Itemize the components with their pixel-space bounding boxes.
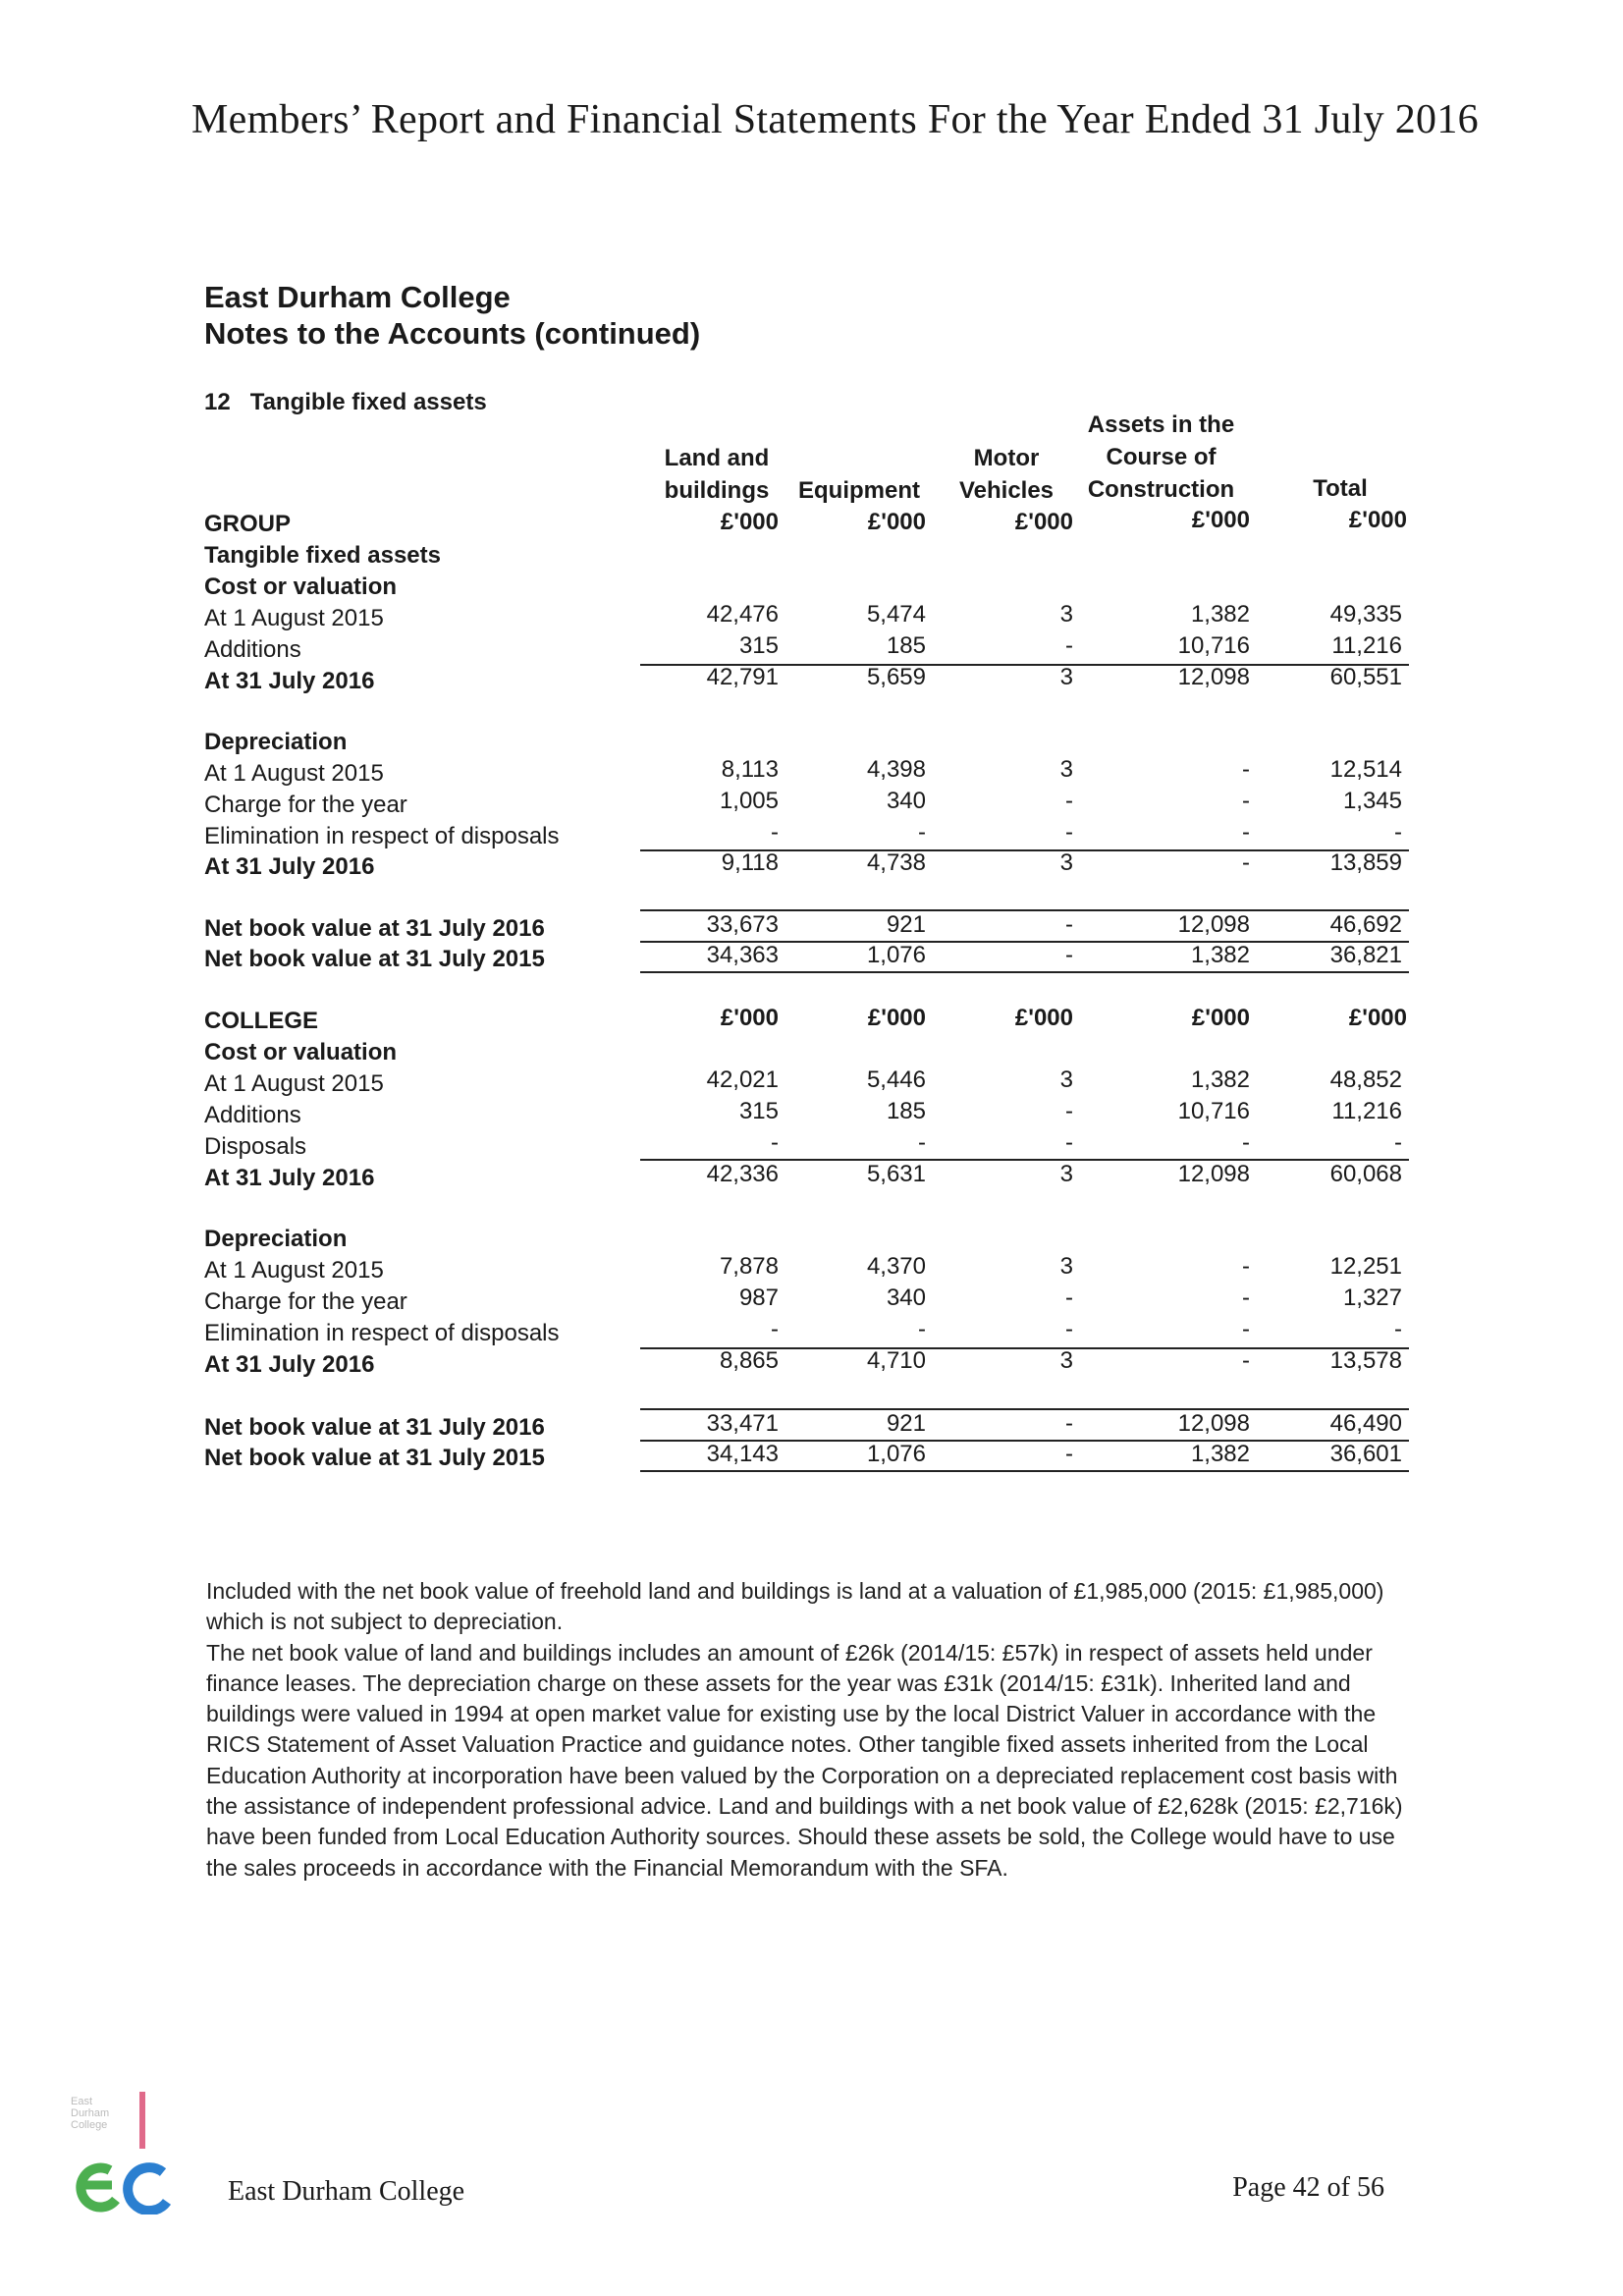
group-heading: GROUP (204, 511, 292, 537)
cell-equipment: 4,370 (866, 1253, 926, 1280)
cell-total: 36,821 (1329, 942, 1402, 968)
rule (640, 1440, 1409, 1442)
cell-motor: 3 (1059, 601, 1073, 628)
group-unit-construction: £'000 (1191, 507, 1250, 533)
note-paragraph: Included with the net book value of freehold land and buildings is land at a valuation of £1,985,000 (2015: £1,985,000) which is not subject to depreciation. (206, 1578, 1384, 1635)
cell-total: - (1394, 1316, 1402, 1342)
cell-land: 34,143 (706, 1441, 779, 1467)
cell-land: 987 (738, 1285, 779, 1311)
cell-land: 8,113 (721, 756, 779, 783)
cell-land: 42,476 (706, 601, 779, 628)
cell-land: 315 (738, 632, 779, 659)
col-construction-line3: Construction (1087, 476, 1235, 503)
cell-construction: - (1242, 756, 1250, 783)
col-total: Total (1313, 475, 1368, 502)
cell-equipment: 4,738 (866, 849, 926, 876)
rule (640, 1470, 1409, 1472)
rule (640, 1408, 1409, 1410)
cell-motor: 3 (1059, 1347, 1073, 1374)
cell-motor: 3 (1059, 664, 1073, 690)
cell-land: - (771, 1129, 779, 1156)
cell-total: 36,601 (1329, 1441, 1402, 1467)
section-title: 12 Tangible fixed assets (204, 389, 487, 415)
cell-equipment: 340 (886, 1285, 926, 1311)
cell-construction: 12,098 (1177, 911, 1250, 938)
row-label: Additions (204, 1102, 301, 1128)
college-unit-total: £'000 (1348, 1005, 1407, 1031)
college-heading: COLLEGE (204, 1008, 319, 1034)
rule (640, 664, 1409, 666)
cell-total: 1,345 (1342, 788, 1402, 814)
cell-equipment: 5,446 (866, 1066, 926, 1093)
cell-total: 13,578 (1329, 1347, 1402, 1374)
col-motor-line2: Vehicles (958, 477, 1055, 504)
cell-equipment: 1,076 (866, 942, 926, 968)
row-label: Net book value at 31 July 2015 (204, 946, 545, 972)
cell-motor: - (1065, 1285, 1073, 1311)
logo-mark-icon (69, 2092, 187, 2214)
cell-land: 7,878 (719, 1253, 779, 1280)
cell-construction: 10,716 (1177, 632, 1250, 659)
row-label: At 31 July 2016 (204, 853, 375, 880)
cell-equipment: - (918, 1316, 926, 1342)
cell-construction: - (1242, 1316, 1250, 1342)
cell-total: 48,852 (1329, 1066, 1402, 1093)
group-depreciation-heading: Depreciation (204, 729, 348, 755)
cell-total: 12,251 (1329, 1253, 1402, 1280)
cell-construction: 12,098 (1177, 1410, 1250, 1437)
row-label: Elimination in respect of disposals (204, 823, 560, 849)
cell-total: 60,551 (1329, 664, 1402, 690)
rule (640, 1347, 1409, 1349)
cell-motor: - (1065, 632, 1073, 659)
cell-equipment: 921 (886, 1410, 926, 1437)
cell-land: 42,791 (706, 664, 779, 690)
cell-equipment: 921 (886, 911, 926, 938)
cell-motor: - (1065, 1129, 1073, 1156)
college-unit-construction: £'000 (1191, 1005, 1250, 1031)
cell-equipment: - (918, 1129, 926, 1156)
rule (640, 971, 1409, 973)
col-construction-line2: Course of (1106, 444, 1217, 470)
cell-total: - (1394, 819, 1402, 846)
cell-construction: 1,382 (1190, 942, 1250, 968)
row-label: Disposals (204, 1133, 307, 1160)
cell-construction: 1,382 (1190, 601, 1250, 628)
row-label: At 1 August 2015 (204, 760, 384, 787)
college-subheading-cost: Cost or valuation (204, 1039, 398, 1066)
cell-total: 13,859 (1329, 849, 1402, 876)
rule (640, 849, 1409, 851)
cell-construction: - (1242, 788, 1250, 814)
cell-motor: 3 (1059, 1161, 1073, 1187)
cell-total: 1,327 (1342, 1285, 1402, 1311)
cell-equipment: 4,398 (866, 756, 926, 783)
group-subheading-tfa: Tangible fixed assets (204, 542, 441, 569)
notes (206, 1576, 1424, 1884)
group-unit-equipment: £'000 (867, 509, 926, 535)
footer-page-number: Page 42 of 56 (1232, 2172, 1384, 2203)
college-unit-land: £'000 (720, 1005, 779, 1031)
cell-land: 9,118 (721, 849, 779, 876)
cell-equipment: 1,076 (866, 1441, 926, 1467)
cell-land: 315 (738, 1098, 779, 1124)
cell-land: 8,865 (719, 1347, 779, 1374)
cell-equipment: 5,474 (866, 601, 926, 628)
cell-total: - (1394, 1129, 1402, 1156)
row-label: At 1 August 2015 (204, 1070, 384, 1097)
cell-motor: - (1065, 1441, 1073, 1467)
rule (640, 1159, 1409, 1161)
row-label: Elimination in respect of disposals (204, 1320, 560, 1346)
col-construction-line1: Assets in the (1087, 411, 1235, 438)
note-paragraph: The net book value of land and buildings includes an amount of £26k (2014/15: £57k) in respect of assets held under finance leases. The depreciation charge on these assets for the year was £31k (2014/15: £31k). Inherited land and buildings were valued in 1994 at open market value for existing use by the local District Valuer in accordance with the RICS Statement of Asset Valuation Practice and guidance notes. Other tangible fixed assets inherited from the Local Education Authority at incorporation have been valued by the Corporation on a depreciated replacement cost basis with the assistance of independent professional advice. Land and buildings with a net book value of £2,628k (2015: £2,716k) have been funded from Local Education Authority sources. Should these assets be sold, the College would have to use the sales proceeds in accordance with the Financial Memorandum with the SFA. (206, 1639, 1403, 1881)
row-label: Net book value at 31 July 2016 (204, 915, 545, 942)
notes-title: Notes to the Accounts (continued) (204, 316, 701, 351)
row-label: Net book value at 31 July 2016 (204, 1414, 545, 1441)
org-name: East Durham College (204, 280, 511, 314)
college-unit-motor: £'000 (1014, 1005, 1073, 1031)
cell-equipment: 4,710 (866, 1347, 926, 1374)
group-unit-total: £'000 (1348, 507, 1407, 533)
cell-total: 60,068 (1329, 1161, 1402, 1187)
cell-motor: 3 (1059, 1066, 1073, 1093)
college-logo (69, 2092, 187, 2214)
rule (640, 941, 1409, 943)
cell-motor: - (1065, 1098, 1073, 1124)
row-label: Additions (204, 636, 301, 663)
cell-construction: 1,382 (1190, 1066, 1250, 1093)
col-motor-line1: Motor (973, 445, 1040, 471)
cell-land: - (771, 1316, 779, 1342)
cell-total: 11,216 (1331, 1098, 1402, 1124)
cell-equipment: 185 (886, 1098, 926, 1124)
cell-construction: 12,098 (1177, 1161, 1250, 1187)
cell-construction: - (1242, 1347, 1250, 1374)
cell-construction: - (1242, 1253, 1250, 1280)
col-land-line2: buildings (664, 477, 770, 504)
cell-construction: - (1242, 1285, 1250, 1311)
college-depreciation-heading: Depreciation (204, 1226, 348, 1252)
cell-construction: - (1242, 819, 1250, 846)
cell-motor: - (1065, 1410, 1073, 1437)
row-label: At 1 August 2015 (204, 1257, 384, 1284)
cell-total: 46,692 (1329, 911, 1402, 938)
group-unit-land: £'000 (720, 509, 779, 535)
logo-text-line: Durham (71, 2107, 110, 2119)
cell-land: 42,021 (706, 1066, 779, 1093)
cell-total: 49,335 (1329, 601, 1402, 628)
cell-motor: - (1065, 819, 1073, 846)
cell-land: 1,005 (719, 788, 779, 814)
cell-equipment: 185 (886, 632, 926, 659)
cell-land: - (771, 819, 779, 846)
cell-construction: 1,382 (1190, 1441, 1250, 1467)
col-equipment: Equipment (798, 477, 920, 504)
cell-motor: - (1065, 942, 1073, 968)
cell-total: 11,216 (1331, 632, 1402, 659)
cell-land: 33,471 (706, 1410, 779, 1437)
cell-motor: 3 (1059, 849, 1073, 876)
group-unit-motor: £'000 (1014, 509, 1073, 535)
row-label: Charge for the year (204, 792, 407, 818)
row-label: At 31 July 2016 (204, 1165, 375, 1191)
logo-text-line: East (71, 2096, 93, 2107)
cell-construction: - (1242, 1129, 1250, 1156)
cell-equipment: 5,631 (866, 1161, 926, 1187)
row-label: Charge for the year (204, 1288, 407, 1315)
logo-text-line: College (71, 2119, 108, 2131)
cell-motor: - (1065, 788, 1073, 814)
footer-college-name: East Durham College (228, 2176, 465, 2207)
cell-land: 33,673 (706, 911, 779, 938)
cell-motor: - (1065, 1316, 1073, 1342)
cell-equipment: - (918, 819, 926, 846)
row-label: Net book value at 31 July 2015 (204, 1445, 545, 1471)
row-label: At 31 July 2016 (204, 668, 375, 694)
cell-total: 12,514 (1329, 756, 1402, 783)
cell-construction: - (1242, 849, 1250, 876)
row-label: At 31 July 2016 (204, 1351, 375, 1378)
cell-construction: 12,098 (1177, 664, 1250, 690)
cell-equipment: 5,659 (866, 664, 926, 690)
cell-motor: - (1065, 911, 1073, 938)
cell-construction: 10,716 (1177, 1098, 1250, 1124)
page-header: Members’ Report and Financial Statements For the Year Ended 31 July 2016 (191, 97, 1479, 142)
cell-total: 46,490 (1329, 1410, 1402, 1437)
cell-equipment: 340 (886, 788, 926, 814)
cell-land: 42,336 (706, 1161, 779, 1187)
group-subheading-cost: Cost or valuation (204, 574, 398, 600)
row-label: At 1 August 2015 (204, 605, 384, 631)
rule (640, 909, 1409, 911)
cell-land: 34,363 (706, 942, 779, 968)
college-unit-equipment: £'000 (867, 1005, 926, 1031)
cell-motor: 3 (1059, 1253, 1073, 1280)
col-land-line1: Land and (664, 445, 770, 471)
cell-motor: 3 (1059, 756, 1073, 783)
